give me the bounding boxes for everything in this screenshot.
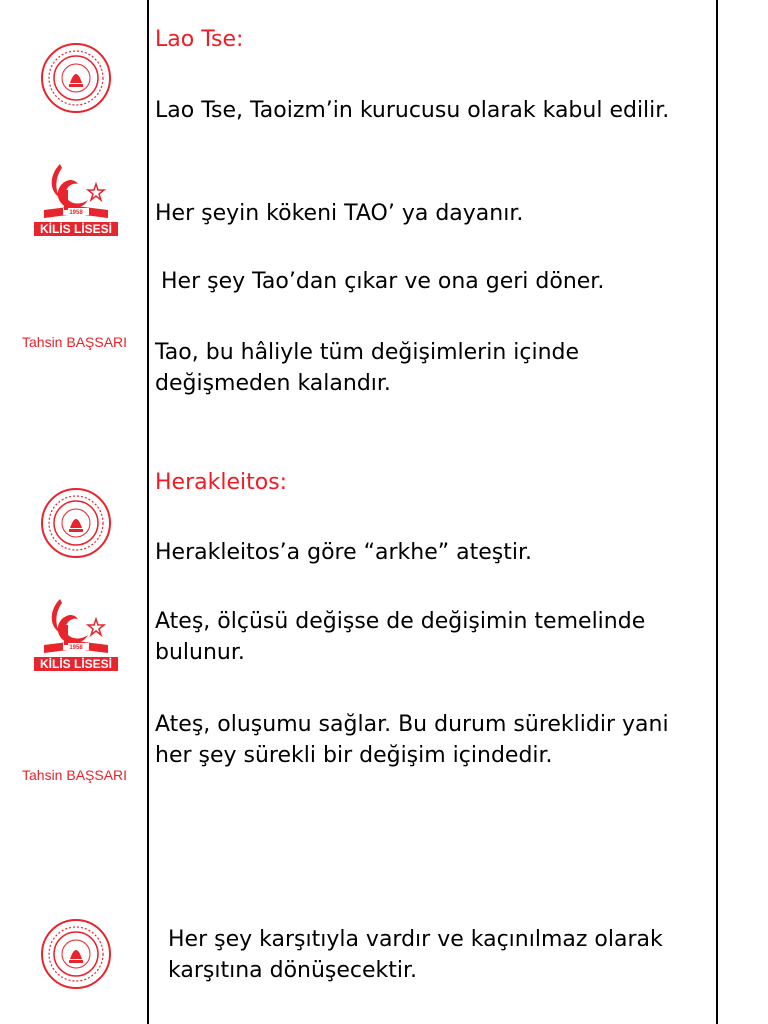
meb-seal-icon (39, 41, 113, 115)
paragraph: Ateş, ölçüsü değişse de değişimin temelinde bulunur. (155, 609, 646, 665)
paragraph: Her şey Tao’dan çıkar ve ona geri döner. (161, 269, 605, 294)
paragraph: Tao, bu hâliyle tüm değişimlerin içinde değişmeden kalandır. (155, 340, 580, 396)
section-heading-lao-tse: Lao Tse: (155, 27, 244, 52)
section-heading-herakleitos: Herakleitos: (155, 470, 288, 495)
author-label: Tahsin BAŞSARI (22, 767, 128, 783)
meb-seal-icon (39, 917, 113, 991)
paragraph: Lao Tse, Taoizm’in kurucusu olarak kabul edilir. (155, 98, 670, 123)
right-divider-line (716, 0, 718, 1024)
paragraph: Herakleitos’a göre “arkhe” ateştir. (155, 540, 533, 565)
meb-seal-icon (39, 486, 113, 560)
kilis-lisesi-logo-icon (30, 160, 122, 244)
paragraph: Her şey karşıtıyla vardır ve kaçınılmaz olarak karşıtına dönüşecektir. (168, 927, 663, 983)
author-label: Tahsin BAŞSARI (22, 334, 128, 350)
paragraph: Her şeyin kökeni TAO’ ya dayanır. (155, 201, 524, 226)
left-divider-line (147, 0, 149, 1024)
paragraph: Ateş, oluşumu sağlar. Bu durum süreklidir yani her şey sürekli bir değişim içindedir. (155, 712, 669, 768)
kilis-lisesi-logo-icon (30, 595, 122, 679)
